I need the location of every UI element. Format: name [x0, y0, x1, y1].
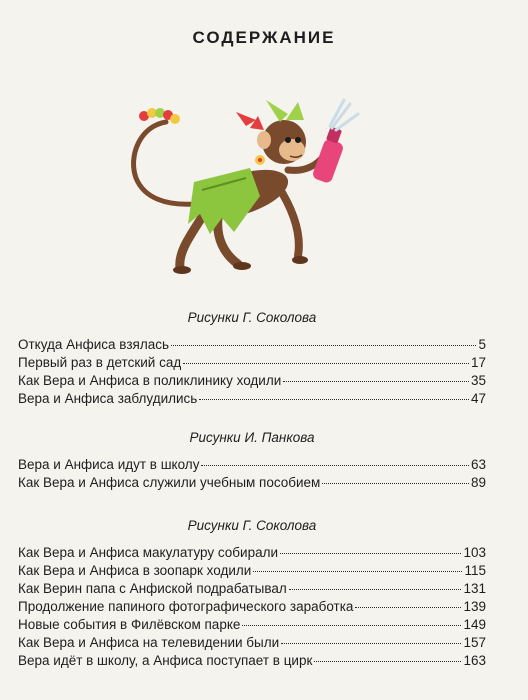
- dot-leader: [280, 552, 461, 554]
- dot-leader: [283, 380, 469, 382]
- section-header: Рисунки Г. Соколова: [187, 310, 317, 325]
- entry-page-number: 157: [463, 635, 486, 650]
- entry-list: [18, 456, 486, 492]
- toc-entry: [18, 652, 486, 670]
- entry-title: Откуда Анфиса взялась: [18, 337, 169, 352]
- dot-leader: [171, 344, 476, 346]
- entry-page-number: 163: [463, 653, 486, 668]
- dot-leader: [289, 588, 462, 590]
- entry-title: Как Верин папа с Анфиской подрабатывал: [18, 581, 287, 596]
- page-title: СОДЕРЖАНИЕ: [192, 28, 336, 47]
- contents-section-3: [18, 518, 486, 670]
- entry-title: Как Вера и Анфиса в поликлинику ходили: [18, 373, 282, 388]
- entry-page-number: 35: [470, 373, 486, 388]
- toc-entry: [18, 634, 486, 652]
- entry-page-number: 5: [478, 337, 486, 352]
- toc-entry: [18, 456, 486, 474]
- entry-title: Продолжение папиного фотографического заработка: [18, 599, 354, 614]
- dot-leader: [242, 624, 461, 626]
- entry-title: Как Вера и Анфиса служили учебным пособием: [18, 475, 321, 490]
- entry-page-number: 103: [463, 545, 486, 560]
- toc-entry: [18, 390, 486, 408]
- entry-title: Вера и Анфиса заблудились: [18, 391, 198, 406]
- toc-entry: [18, 616, 486, 634]
- toc-entry: [18, 354, 486, 372]
- entry-page-number: 89: [470, 475, 486, 490]
- toc-entry: [18, 562, 486, 580]
- section-header: Рисунки Г. Соколова: [187, 518, 317, 533]
- section-header: Рисунки И. Панкова: [189, 430, 315, 445]
- entry-page-number: 47: [470, 391, 486, 406]
- dot-leader: [253, 570, 462, 572]
- toc-entry: [18, 474, 486, 492]
- entry-title: Как Вера и Анфиса на телевидении были: [18, 635, 280, 650]
- entry-list: [18, 544, 486, 670]
- entry-title: Вера идёт в школу, а Анфиса поступает в цирк: [18, 653, 313, 668]
- entry-list: [18, 336, 486, 408]
- entry-title: Новые события в Филёвском парке: [18, 617, 241, 632]
- toc-entry: [18, 544, 486, 562]
- entry-title: Первый раз в детский сад: [18, 355, 182, 370]
- monkey-illustration-icon: [100, 86, 400, 282]
- dot-leader: [281, 642, 461, 644]
- contents-section-2: [18, 430, 486, 492]
- entry-page-number: 63: [470, 457, 486, 472]
- entry-page-number: 17: [470, 355, 486, 370]
- entry-page-number: 149: [463, 617, 486, 632]
- entry-title: Вера и Анфиса идут в школу: [18, 457, 200, 472]
- toc-entry: [18, 598, 486, 616]
- toc-entry: [18, 336, 486, 354]
- dot-leader: [183, 362, 469, 364]
- entry-title: Как Вера и Анфиса макулатуру собирали: [18, 545, 279, 560]
- toc-entry: [18, 580, 486, 598]
- dot-leader: [314, 660, 461, 662]
- entry-page-number: 115: [464, 563, 486, 578]
- entry-page-number: 139: [463, 599, 486, 614]
- dot-leader: [322, 482, 469, 484]
- toc-entry: [18, 372, 486, 390]
- dot-leader: [201, 464, 469, 466]
- entry-page-number: 131: [463, 581, 486, 596]
- contents-section-1: [18, 310, 486, 408]
- dot-leader: [355, 606, 461, 608]
- dot-leader: [199, 398, 469, 400]
- entry-title: Как Вера и Анфиса в зоопарк ходили: [18, 563, 252, 578]
